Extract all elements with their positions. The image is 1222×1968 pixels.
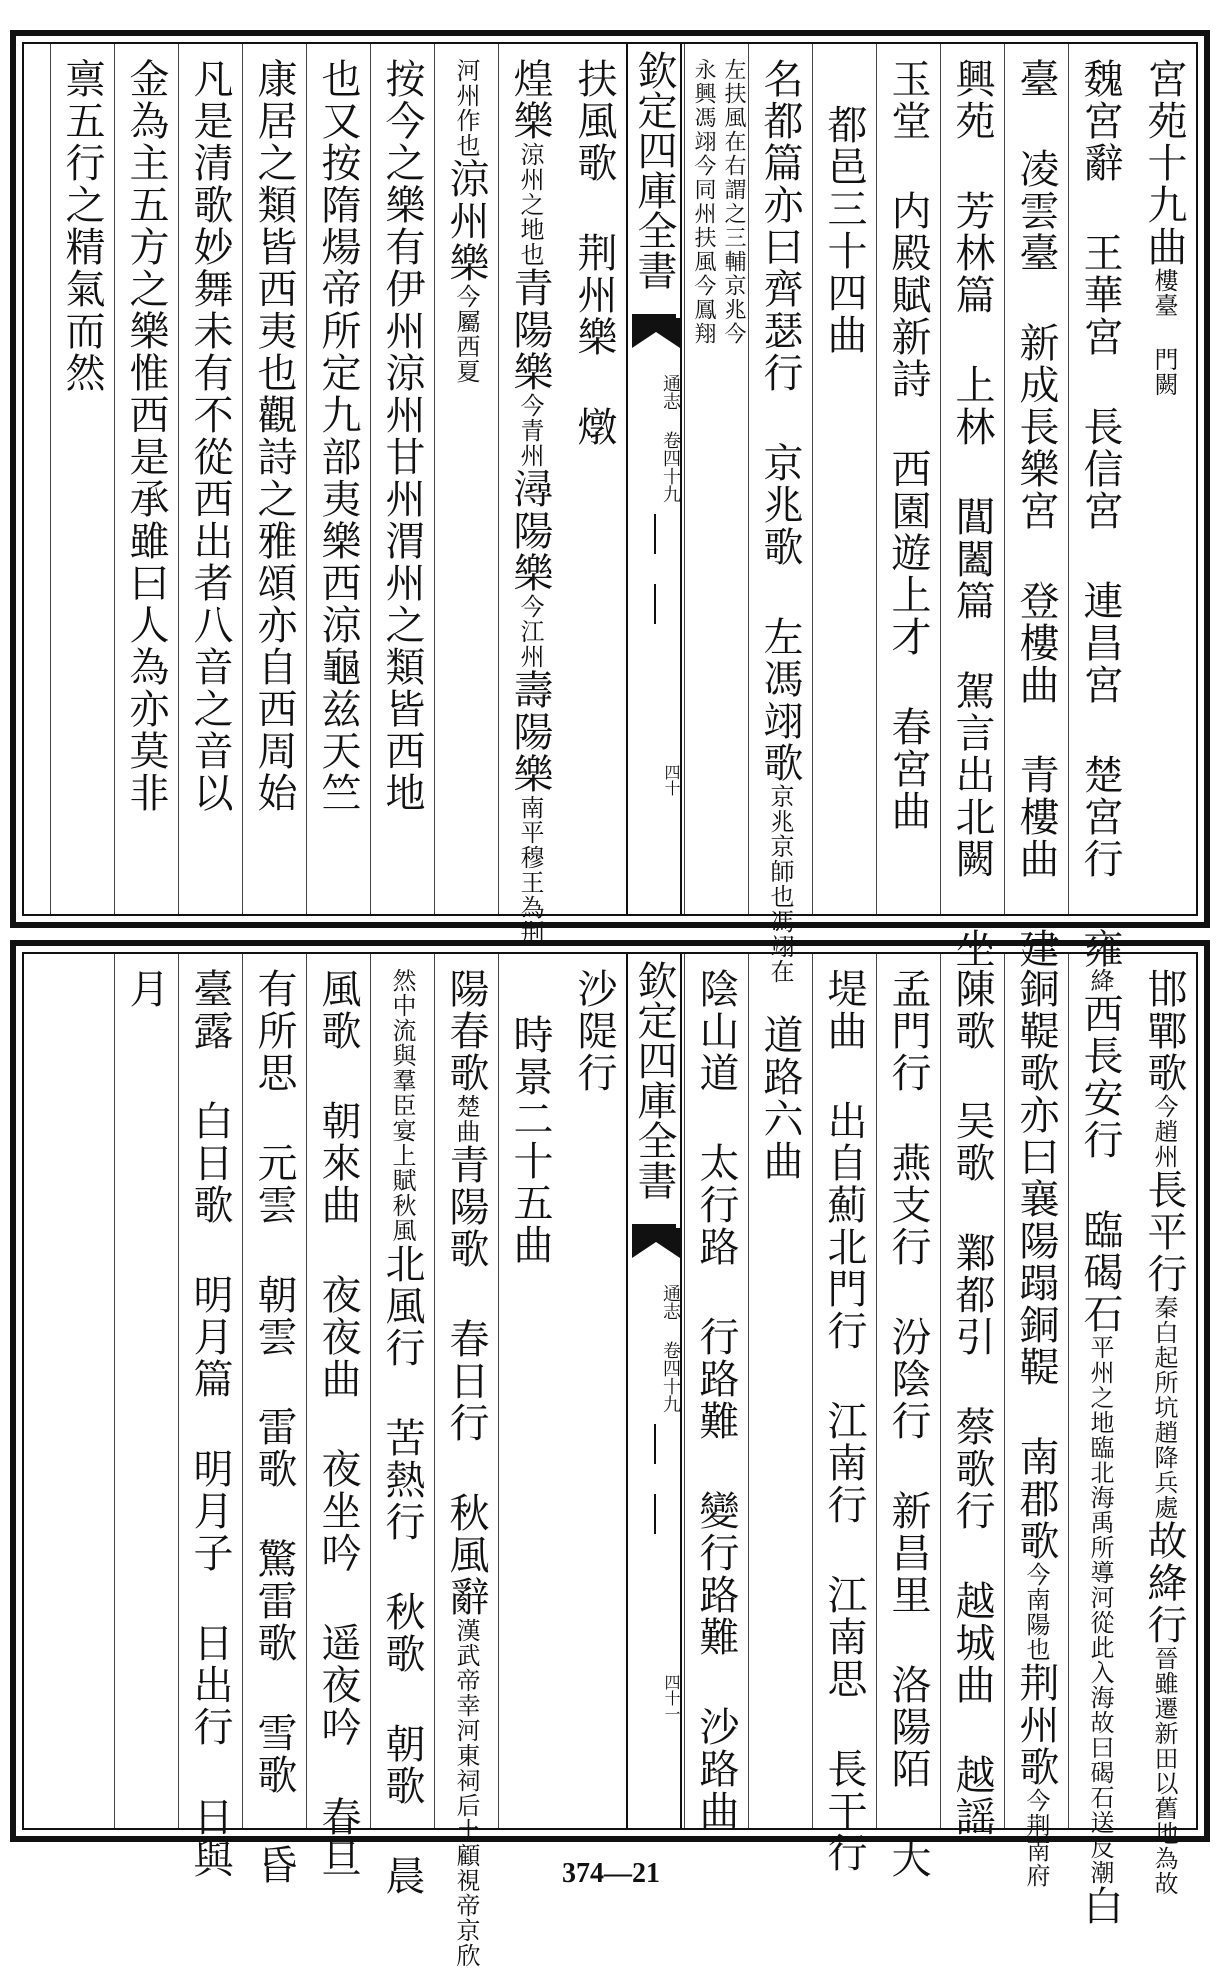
center-fold xyxy=(626,954,682,1828)
column: 風歌 朝來曲 夜夜曲 夜坐吟 遥夜吟 春旦 xyxy=(306,954,370,1828)
page-number: 四十 xyxy=(662,764,681,796)
column: 凡是清歌妙舞未有不從西出者八音之音以 xyxy=(178,44,242,914)
column: 都邑三十四曲 xyxy=(812,44,876,914)
column: 扶風歌 荆州樂 燉 xyxy=(571,58,617,448)
column: 河州作也涼州樂今屬西夏 xyxy=(434,44,498,914)
column: 臺露 白日歌 明月篇 明月子 日出行 日與 xyxy=(178,954,242,1828)
page-footer-number: 374—21 xyxy=(562,1858,660,1889)
volume-label: 通志 卷四十九 xyxy=(660,374,681,503)
column: 興苑 芳林篇 上林 閶闔篇 駕言出北闕 坐 xyxy=(940,44,1004,914)
column: 煌樂涼州之地也青陽樂今青州潯陽樂今江州壽陽樂南平穆王為荆 xyxy=(498,44,562,914)
column: 陳歌 吴歌 鄴都引 蔡歌行 越城曲 越謡 xyxy=(940,954,1004,1828)
column: 有所思 元雲 朝雲 雷歌 驚雷歌 雪歌 昏 xyxy=(242,954,306,1828)
book-title: 欽定四庫全書 xyxy=(631,960,677,1200)
column: 也又按隋煬帝所定九部夷樂西涼龜兹天竺 xyxy=(306,44,370,914)
column: 陽春歌楚曲青陽歌 春日行 秋風辭漢武帝幸河東祠后土顧視帝京欣 xyxy=(434,954,498,1828)
column: 臺 凌雲臺 新成長樂宮 登樓曲 青樓曲 建 xyxy=(1004,44,1068,914)
column: 孟門行 燕支行 汾陰行 新昌里 洛陽陌 大 xyxy=(876,954,940,1828)
column: 玉堂 内殿賦新詩 西園遊上才 春宮曲 xyxy=(876,44,940,914)
column: 永興馮翊今同州扶風今鳳翔 xyxy=(691,58,716,346)
book-title: 欽定四庫全書 xyxy=(631,50,677,290)
column: 絳西長安行 臨碣石平州之地臨北海禹所導河從此入海故曰碣石送反潮白 xyxy=(1068,954,1132,1828)
column: 按今之樂有伊州涼州甘州渭州之類皆西地 xyxy=(370,44,434,914)
volume-label: 通志 卷四十九 xyxy=(660,1284,681,1413)
column: 時景二十五曲 xyxy=(498,954,562,1828)
column: 邯鄲歌今趙州長平行秦白起所坑趙降兵處故絳行晉雖遷新田以舊地為故 xyxy=(1141,968,1187,1896)
top-page xyxy=(10,30,1210,984)
center-fold xyxy=(626,44,682,914)
column: 然中流與羣臣宴上賦秋風北風行 苦熱行 秋歌 朝歌 晨 xyxy=(370,954,434,1828)
column: 魏宮辭 王華宮 長信宮 連昌宮 楚宮行 雍 xyxy=(1068,44,1132,914)
column: 宮苑十九曲樓臺 門闕 xyxy=(1141,58,1187,397)
column: 銅鞮歌亦曰襄陽蹋銅鞮 南郡歌今南陽也荆州歌今荆南府 xyxy=(1004,954,1068,1828)
column: 陰山道 太行路 行路難 變行路難 沙路曲 xyxy=(684,954,748,1828)
column: 名都篇亦曰齊瑟行 京兆歌 左馮翊歌京兆京師也馮翊在 xyxy=(748,44,812,914)
column: 金為主五方之樂惟西是承雖曰人為亦莫非 xyxy=(114,44,178,914)
column: 禀五行之精氣而然 xyxy=(50,44,114,914)
column: 左扶風在右謂之三輔京兆今 xyxy=(684,44,748,914)
column: 道路六曲 xyxy=(748,954,812,1828)
column: 月 xyxy=(114,954,178,1828)
fish-tail-mark xyxy=(632,314,676,368)
page-number: 四十一 xyxy=(662,1674,681,1722)
fish-tail-mark xyxy=(632,1224,676,1278)
column: 堤曲 出自薊北門行 江南行 江南思 長干行 xyxy=(812,954,876,1828)
top-page-frame xyxy=(22,42,1198,984)
column: 康居之類皆西夷也觀詩之雅頌亦自西周始 xyxy=(242,44,306,914)
column: 沙隄行 xyxy=(571,968,617,1094)
